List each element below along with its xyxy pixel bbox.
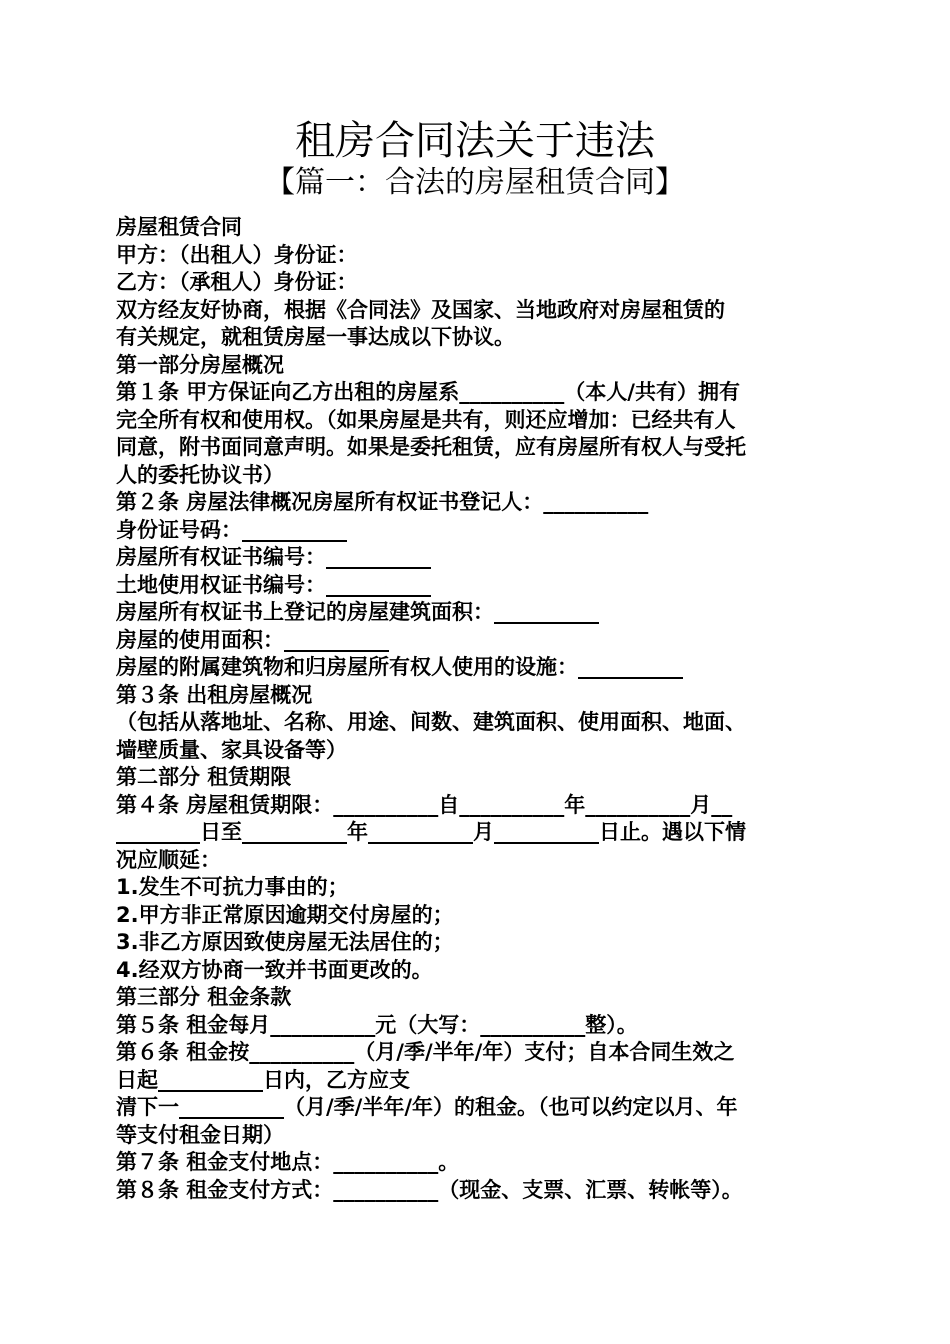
text-line: 第１条 甲方保证向乙方出租的房屋系__________（本人/共有）拥有 <box>116 380 740 404</box>
text-line: 房屋的使用面积：__________ <box>116 627 389 652</box>
text-line: 第５条 租金每月__________元（大写：__________整）。 <box>116 1012 638 1037</box>
text-line: 第一部分房屋概况 <box>116 352 284 377</box>
text-line: 双方经友好协商，根据《合同法》及国家、当地政府对房屋租赁的 <box>116 297 725 322</box>
text-line: 乙方：（承租人）身份证： <box>116 270 358 294</box>
text-line: 第三部分 租金条款 <box>116 985 292 1009</box>
text-line: 第２条 房屋法律概况房屋所有权证书登记人：__________ <box>116 490 649 514</box>
text-line: 土地使用权证书编号：__________ <box>116 572 431 597</box>
text-line: 人的委托协议书） <box>116 462 284 487</box>
text-line: 第４条 房屋租赁期限：__________自__________年__________月__ <box>116 792 733 817</box>
text-line: ________日至__________年__________月__________日止。遇以下情 <box>116 820 746 844</box>
text-line: 清下一__________（月/季/半年/年）的租金。（也可以约定以月、年 <box>116 1095 738 1119</box>
text-line: 同意，附书面同意声明。如果是委托租赁，应有房屋所有权人与受托 <box>116 435 746 459</box>
text-line: 3.非乙方原因致使房屋无法居住的； <box>116 930 454 954</box>
text-line: （包括从落地址、名称、用途、间数、建筑面积、使用面积、地面、 <box>116 710 746 734</box>
text-line: 甲方：（出租人）身份证： <box>116 242 358 267</box>
text-line: 第７条 租金支付地点：__________。 <box>116 1150 460 1174</box>
text-line: 况应顺延： <box>116 847 221 872</box>
text-line: 第二部分 租赁期限 <box>116 765 292 789</box>
document-subtitle: 【篇一：合法的房屋租赁合同】 <box>265 165 685 200</box>
text-line: 完全所有权和使用权。（如果房屋是共有，则还应增加：已经共有人 <box>116 407 736 432</box>
text-line: 有关规定，就租赁房屋一事达成以下协议。 <box>116 325 515 349</box>
text-line: 房屋租赁合同 <box>116 215 242 239</box>
text-line: 房屋所有权证书上登记的房屋建筑面积：__________ <box>116 600 599 624</box>
text-line: 4.经双方协商一致并书面更改的。 <box>116 957 433 982</box>
text-line: 房屋的附属建筑物和归房屋所有权人使用的设施：__________ <box>116 655 683 679</box>
text-line: 身份证号码：__________ <box>116 517 347 542</box>
document-title: 租房合同法关于违法 <box>295 118 655 164</box>
text-line: 2.甲方非正常原因逾期交付房屋的； <box>116 902 454 927</box>
text-line: 1.发生不可抗力事由的； <box>116 875 349 899</box>
text-line: 日起__________日内，乙方应支 <box>116 1067 410 1092</box>
text-line: 第６条 租金按__________（月/季/半年/年）支付；自本合同生效之 <box>116 1040 735 1064</box>
text-line: 第３条 出租房屋概况 <box>116 682 313 707</box>
text-line: 房屋所有权证书编号：__________ <box>116 545 431 569</box>
text-line: 等支付租金日期） <box>116 1122 284 1147</box>
text-line: 墙壁质量、家具设备等） <box>116 737 347 762</box>
text-line: 第８条 租金支付方式：__________（现金、支票、汇票、转帐等）。 <box>116 1177 743 1202</box>
document-body <box>116 214 846 1204</box>
